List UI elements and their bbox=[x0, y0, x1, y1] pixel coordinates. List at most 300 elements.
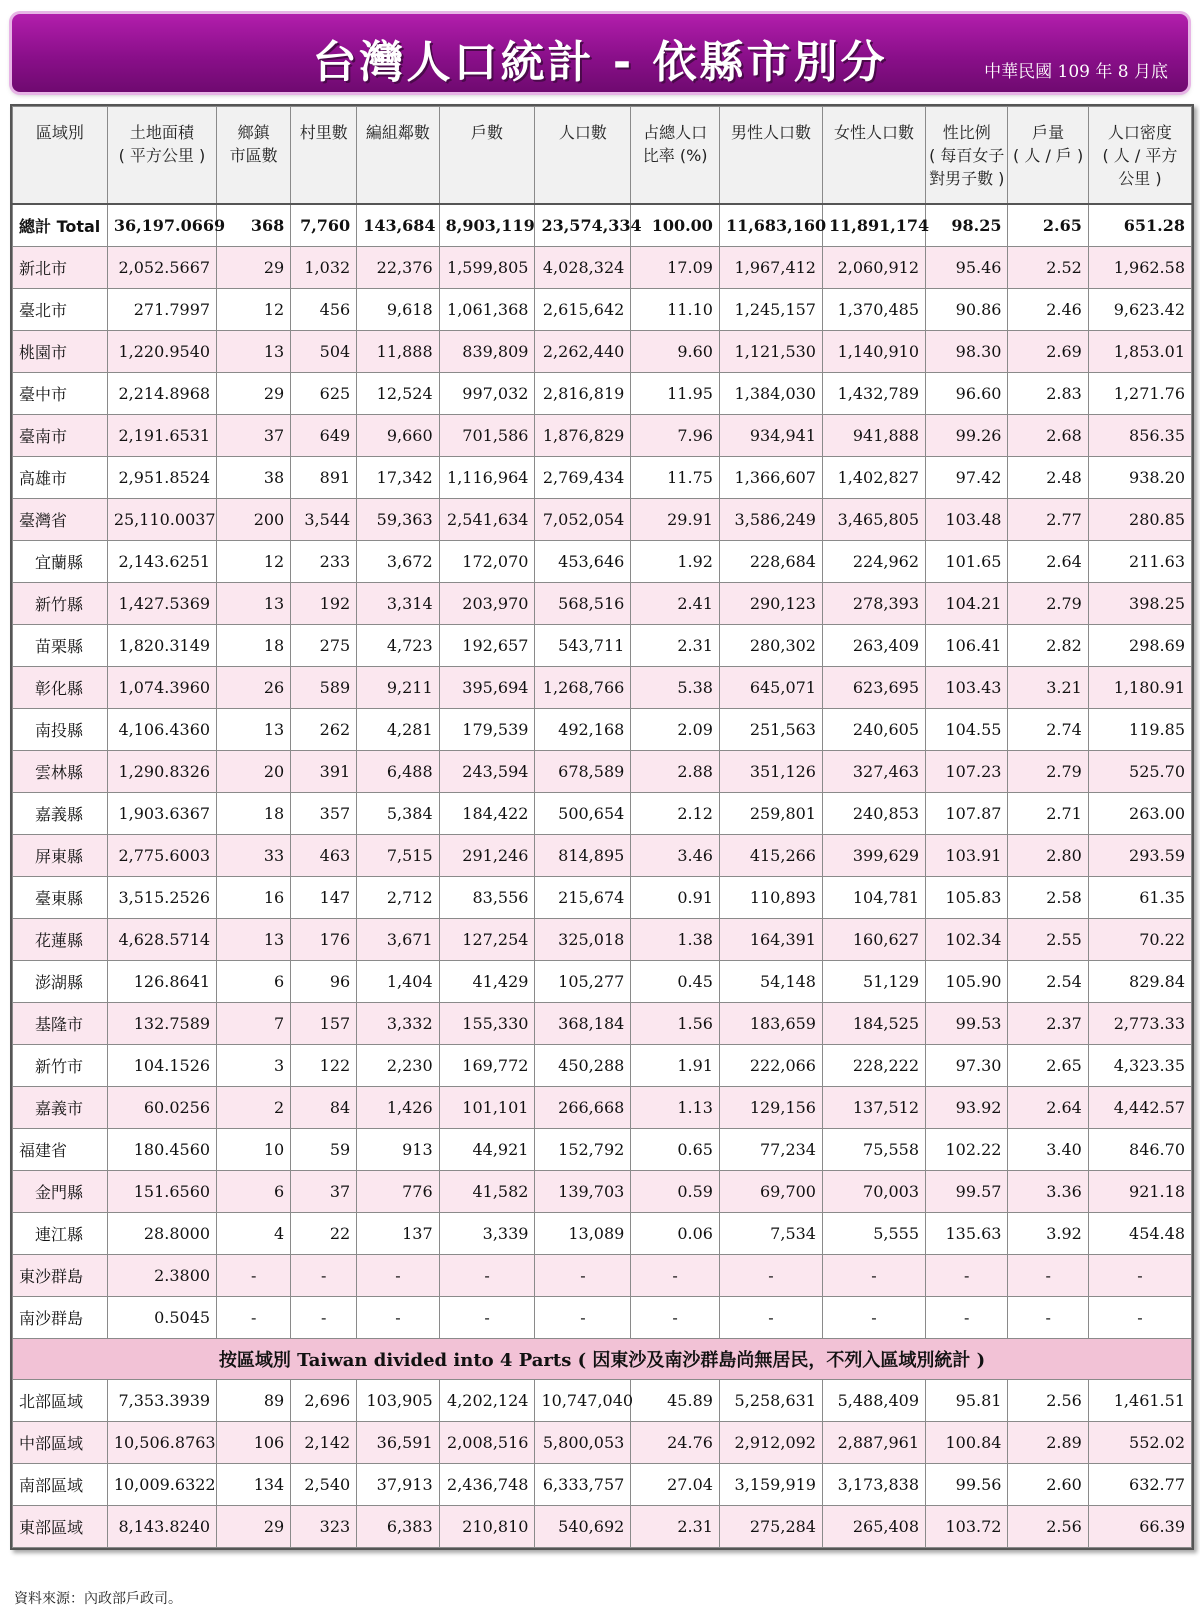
table-cell: 6,383 bbox=[357, 1506, 439, 1548]
table-cell: 2.56 bbox=[1008, 1506, 1088, 1548]
table-cell: 651.28 bbox=[1088, 204, 1191, 247]
table-cell: 18 bbox=[217, 625, 291, 667]
table-cell: - bbox=[719, 1255, 822, 1297]
table-cell: 103.91 bbox=[926, 835, 1008, 877]
table-cell: 215,674 bbox=[535, 877, 631, 919]
table-cell: 3 bbox=[217, 1045, 291, 1087]
table-cell: 37 bbox=[217, 415, 291, 457]
table-cell: 2,816,819 bbox=[535, 373, 631, 415]
table-cell: 265,408 bbox=[822, 1506, 925, 1548]
table-cell: 280,302 bbox=[719, 625, 822, 667]
table-cell: 568,516 bbox=[535, 583, 631, 625]
table-cell: 525.70 bbox=[1088, 751, 1191, 793]
table-cell: 105,277 bbox=[535, 961, 631, 1003]
table-cell: 180.4560 bbox=[107, 1129, 216, 1171]
table-cell: - bbox=[291, 1297, 357, 1339]
table-cell: 155,330 bbox=[439, 1003, 535, 1045]
table-cell: 1,116,964 bbox=[439, 457, 535, 499]
table-cell: 11.95 bbox=[631, 373, 720, 415]
table-row bbox=[13, 1464, 1192, 1506]
table-cell: 3,544 bbox=[291, 499, 357, 541]
table-cell: 6,333,757 bbox=[535, 1464, 631, 1506]
table-cell: 2.37 bbox=[1008, 1003, 1088, 1045]
table-cell: 139,703 bbox=[535, 1171, 631, 1213]
table-cell: - bbox=[926, 1255, 1008, 1297]
table-cell: 70.22 bbox=[1088, 919, 1191, 961]
table-cell: 1,268,766 bbox=[535, 667, 631, 709]
table-cell: 1,140,910 bbox=[822, 331, 925, 373]
table-cell: 2.65 bbox=[1008, 204, 1088, 247]
region-name-cell: 北部區域 bbox=[13, 1380, 108, 1422]
column-header: 戶數 bbox=[439, 107, 535, 205]
source-note: 資料來源：內政部戶政司。 bbox=[14, 1591, 182, 1607]
table-cell: 275,284 bbox=[719, 1506, 822, 1548]
table-row bbox=[13, 1506, 1192, 1548]
table-row bbox=[13, 1213, 1192, 1255]
table-cell: 29.91 bbox=[631, 499, 720, 541]
table-cell: 29 bbox=[217, 247, 291, 289]
table-cell: 678,589 bbox=[535, 751, 631, 793]
table-cell: 1,370,485 bbox=[822, 289, 925, 331]
table-cell: 2.79 bbox=[1008, 583, 1088, 625]
table-cell: 453,646 bbox=[535, 541, 631, 583]
table-cell: 9,623.42 bbox=[1088, 289, 1191, 331]
table-cell: 12 bbox=[217, 289, 291, 331]
table-cell: 846.70 bbox=[1088, 1129, 1191, 1171]
table-cell: 157 bbox=[291, 1003, 357, 1045]
table-cell: 100.84 bbox=[926, 1422, 1008, 1464]
table-cell: 8,903,119 bbox=[439, 204, 535, 247]
table-cell: 327,463 bbox=[822, 751, 925, 793]
table-row bbox=[13, 793, 1192, 835]
table-cell: 280.85 bbox=[1088, 499, 1191, 541]
table-cell: 10,747,040 bbox=[535, 1380, 631, 1422]
table-cell: 3,159,919 bbox=[719, 1464, 822, 1506]
table-cell: 2.46 bbox=[1008, 289, 1088, 331]
table-cell: 129,156 bbox=[719, 1087, 822, 1129]
table-cell: 7,052,054 bbox=[535, 499, 631, 541]
table-cell: 17,342 bbox=[357, 457, 439, 499]
table-cell: 0.45 bbox=[631, 961, 720, 1003]
table-cell: 210,810 bbox=[439, 1506, 535, 1548]
table-cell: 2,912,092 bbox=[719, 1422, 822, 1464]
table-cell: 4,281 bbox=[357, 709, 439, 751]
table-cell: 45.89 bbox=[631, 1380, 720, 1422]
table-cell: 106.41 bbox=[926, 625, 1008, 667]
table-cell: 1,427.5369 bbox=[107, 583, 216, 625]
table-cell: 1.38 bbox=[631, 919, 720, 961]
region-name-cell: 新北市 bbox=[13, 247, 108, 289]
table-cell: 70,003 bbox=[822, 1171, 925, 1213]
table-cell: 5,258,631 bbox=[719, 1380, 822, 1422]
table-cell: 61.35 bbox=[1088, 877, 1191, 919]
table-cell: 291,246 bbox=[439, 835, 535, 877]
table-cell: 126.8641 bbox=[107, 961, 216, 1003]
table-cell: 2.64 bbox=[1008, 541, 1088, 583]
table-cell: 135.63 bbox=[926, 1213, 1008, 1255]
column-header: 人口密度 ( 人 / 平方 公里 ) bbox=[1088, 107, 1191, 205]
table-cell: 200 bbox=[217, 499, 291, 541]
table-cell: 3,672 bbox=[357, 541, 439, 583]
table-cell: 5.38 bbox=[631, 667, 720, 709]
table-cell: 3.46 bbox=[631, 835, 720, 877]
table-cell: 3,515.2526 bbox=[107, 877, 216, 919]
table-cell: 4,723 bbox=[357, 625, 439, 667]
table-row bbox=[13, 415, 1192, 457]
table-cell: 1,426 bbox=[357, 1087, 439, 1129]
table-cell: 11,891,174 bbox=[822, 204, 925, 247]
table-cell: 110,893 bbox=[719, 877, 822, 919]
table-cell: 9,618 bbox=[357, 289, 439, 331]
table-cell: 222,066 bbox=[719, 1045, 822, 1087]
table-cell: 179,539 bbox=[439, 709, 535, 751]
table-cell: 1.56 bbox=[631, 1003, 720, 1045]
table-cell: 23,574,334 bbox=[535, 204, 631, 247]
table-cell: 938.20 bbox=[1088, 457, 1191, 499]
table-cell: 3,332 bbox=[357, 1003, 439, 1045]
table-cell: 147 bbox=[291, 877, 357, 919]
table-cell: 1,962.58 bbox=[1088, 247, 1191, 289]
table-cell: 22 bbox=[291, 1213, 357, 1255]
table-cell: 997,032 bbox=[439, 373, 535, 415]
table-row bbox=[13, 1171, 1192, 1213]
table-cell: 262 bbox=[291, 709, 357, 751]
table-cell: 95.46 bbox=[926, 247, 1008, 289]
table-cell: 2,775.6003 bbox=[107, 835, 216, 877]
table-cell: 18 bbox=[217, 793, 291, 835]
table-cell: 2.12 bbox=[631, 793, 720, 835]
table-cell: 169,772 bbox=[439, 1045, 535, 1087]
table-cell: 233 bbox=[291, 541, 357, 583]
table-cell: 1,290.8326 bbox=[107, 751, 216, 793]
table-row bbox=[13, 457, 1192, 499]
region-name-cell: 苗栗縣 bbox=[13, 625, 108, 667]
table-cell: 6 bbox=[217, 1171, 291, 1213]
table-cell: 41,429 bbox=[439, 961, 535, 1003]
table-cell: 3,671 bbox=[357, 919, 439, 961]
table-cell: 98.25 bbox=[926, 204, 1008, 247]
table-cell: 266,668 bbox=[535, 1087, 631, 1129]
table-cell: 368 bbox=[217, 204, 291, 247]
table-cell: 2.09 bbox=[631, 709, 720, 751]
table-cell: 1,876,829 bbox=[535, 415, 631, 457]
table-cell: 69,700 bbox=[719, 1171, 822, 1213]
table-cell: 2,052.5667 bbox=[107, 247, 216, 289]
table-row bbox=[13, 289, 1192, 331]
region-name-cell: 臺灣省 bbox=[13, 499, 108, 541]
table-cell: 1,384,030 bbox=[719, 373, 822, 415]
table-cell: 293.59 bbox=[1088, 835, 1191, 877]
table-row bbox=[13, 373, 1192, 415]
table-cell: 2.88 bbox=[631, 751, 720, 793]
table-cell: 552.02 bbox=[1088, 1422, 1191, 1464]
table-cell: 2.56 bbox=[1008, 1380, 1088, 1422]
table-cell: 1,180.91 bbox=[1088, 667, 1191, 709]
table-row bbox=[13, 709, 1192, 751]
table-cell: 856.35 bbox=[1088, 415, 1191, 457]
table-row bbox=[13, 961, 1192, 1003]
table-cell: 2,262,440 bbox=[535, 331, 631, 373]
table-cell: 2.52 bbox=[1008, 247, 1088, 289]
region-name-cell: 金門縣 bbox=[13, 1171, 108, 1213]
table-cell: 3.92 bbox=[1008, 1213, 1088, 1255]
table-cell: 89 bbox=[217, 1380, 291, 1422]
table-cell: 11,683,160 bbox=[719, 204, 822, 247]
table-row bbox=[13, 877, 1192, 919]
table-cell: 2.65 bbox=[1008, 1045, 1088, 1087]
table-cell: 2.55 bbox=[1008, 919, 1088, 961]
table-cell: 107.23 bbox=[926, 751, 1008, 793]
table-cell: 2,436,748 bbox=[439, 1464, 535, 1506]
table-cell: 59,363 bbox=[357, 499, 439, 541]
table-cell: 240,605 bbox=[822, 709, 925, 751]
table-cell: 1,820.3149 bbox=[107, 625, 216, 667]
table-cell: 2,541,634 bbox=[439, 499, 535, 541]
column-header: 人口數 bbox=[535, 107, 631, 205]
table-cell: 259,801 bbox=[719, 793, 822, 835]
table-cell: 13 bbox=[217, 709, 291, 751]
table-cell: 59 bbox=[291, 1129, 357, 1171]
table-cell: 1.91 bbox=[631, 1045, 720, 1087]
table-cell: 4 bbox=[217, 1213, 291, 1255]
region-name-cell: 總計 Total bbox=[13, 204, 108, 247]
table-cell: 38 bbox=[217, 457, 291, 499]
table-cell: 54,148 bbox=[719, 961, 822, 1003]
table-row bbox=[13, 667, 1192, 709]
table-cell: 152,792 bbox=[535, 1129, 631, 1171]
table-cell: 27.04 bbox=[631, 1464, 720, 1506]
table-row bbox=[13, 751, 1192, 793]
table-cell: 921.18 bbox=[1088, 1171, 1191, 1213]
table-cell: 2.64 bbox=[1008, 1087, 1088, 1129]
table-cell: 1,121,530 bbox=[719, 331, 822, 373]
table-cell: 1,061,368 bbox=[439, 289, 535, 331]
table-cell: 298.69 bbox=[1088, 625, 1191, 667]
table-cell: 251,563 bbox=[719, 709, 822, 751]
table-cell: 13 bbox=[217, 919, 291, 961]
table-cell: 5,488,409 bbox=[822, 1380, 925, 1422]
table-cell: 0.65 bbox=[631, 1129, 720, 1171]
table-cell: 632.77 bbox=[1088, 1464, 1191, 1506]
table-cell: 2.71 bbox=[1008, 793, 1088, 835]
table-cell: 1.13 bbox=[631, 1087, 720, 1129]
table-cell: 4,202,124 bbox=[439, 1380, 535, 1422]
section-header-row bbox=[13, 1339, 1192, 1380]
table-cell: 351,126 bbox=[719, 751, 822, 793]
table-cell: 2.54 bbox=[1008, 961, 1088, 1003]
table-cell: 192 bbox=[291, 583, 357, 625]
table-cell: 891 bbox=[291, 457, 357, 499]
column-header: 性比例 ( 每百女子 對男子數 ) bbox=[926, 107, 1008, 205]
table-cell: 2.31 bbox=[631, 1506, 720, 1548]
table-cell: 143,684 bbox=[357, 204, 439, 247]
table-cell: 325,018 bbox=[535, 919, 631, 961]
table-cell: 2,142 bbox=[291, 1422, 357, 1464]
region-name-cell: 高雄市 bbox=[13, 457, 108, 499]
table-cell: 7,353.3939 bbox=[107, 1380, 216, 1422]
table-cell: 500,654 bbox=[535, 793, 631, 835]
table-cell: 2,060,912 bbox=[822, 247, 925, 289]
column-header: 占總人口 比率 (%) bbox=[631, 107, 720, 205]
table-cell: 107.87 bbox=[926, 793, 1008, 835]
table-cell: 2.58 bbox=[1008, 877, 1088, 919]
table-cell: 51,129 bbox=[822, 961, 925, 1003]
table-cell: 137 bbox=[357, 1213, 439, 1255]
table-cell: 3,465,805 bbox=[822, 499, 925, 541]
table-cell: 2.80 bbox=[1008, 835, 1088, 877]
table-cell: 84 bbox=[291, 1087, 357, 1129]
table-cell: 1,366,607 bbox=[719, 457, 822, 499]
table-cell: 103,905 bbox=[357, 1380, 439, 1422]
table-cell: 83,556 bbox=[439, 877, 535, 919]
table-cell: 9.60 bbox=[631, 331, 720, 373]
table-cell: 2,696 bbox=[291, 1380, 357, 1422]
table-cell: 33 bbox=[217, 835, 291, 877]
table-cell: 1,032 bbox=[291, 247, 357, 289]
table-cell: 0.59 bbox=[631, 1171, 720, 1213]
table-cell: 184,422 bbox=[439, 793, 535, 835]
table-cell: 645,071 bbox=[719, 667, 822, 709]
table-cell: 2.83 bbox=[1008, 373, 1088, 415]
table-cell: 1,074.3960 bbox=[107, 667, 216, 709]
table-row bbox=[13, 625, 1192, 667]
table-cell: 391 bbox=[291, 751, 357, 793]
region-name-cell: 福建省 bbox=[13, 1129, 108, 1171]
table-cell: 3.36 bbox=[1008, 1171, 1088, 1213]
table-cell: 103.43 bbox=[926, 667, 1008, 709]
table-cell: 2,143.6251 bbox=[107, 541, 216, 583]
table-cell: 7.96 bbox=[631, 415, 720, 457]
table-cell: - bbox=[357, 1297, 439, 1339]
table-cell: 22,376 bbox=[357, 247, 439, 289]
table-cell: 263.00 bbox=[1088, 793, 1191, 835]
table-cell: 104.21 bbox=[926, 583, 1008, 625]
region-name-cell: 東部區域 bbox=[13, 1506, 108, 1548]
column-header: 土地面積 ( 平方公里 ) bbox=[107, 107, 216, 205]
table-cell: 99.57 bbox=[926, 1171, 1008, 1213]
table-cell: 504 bbox=[291, 331, 357, 373]
column-header: 編組鄰數 bbox=[357, 107, 439, 205]
table-cell: 5,384 bbox=[357, 793, 439, 835]
table-cell: 2,008,516 bbox=[439, 1422, 535, 1464]
population-table bbox=[12, 106, 1192, 1548]
table-cell: 2,615,642 bbox=[535, 289, 631, 331]
table-cell: 184,525 bbox=[822, 1003, 925, 1045]
table-cell: 164,391 bbox=[719, 919, 822, 961]
table-cell: 398.25 bbox=[1088, 583, 1191, 625]
table-cell: 10,009.6322 bbox=[107, 1464, 216, 1506]
table-cell: 1,220.9540 bbox=[107, 331, 216, 373]
table-cell: 41,582 bbox=[439, 1171, 535, 1213]
table-cell: 28.8000 bbox=[107, 1213, 216, 1255]
column-header: 女性人口數 bbox=[822, 107, 925, 205]
region-name-cell: 東沙群島 bbox=[13, 1255, 108, 1297]
table-cell: - bbox=[535, 1297, 631, 1339]
region-name-cell: 南投縣 bbox=[13, 709, 108, 751]
region-name-cell: 澎湖縣 bbox=[13, 961, 108, 1003]
column-header: 區域別 bbox=[13, 107, 108, 205]
table-cell: 122 bbox=[291, 1045, 357, 1087]
table-cell: 13,089 bbox=[535, 1213, 631, 1255]
table-cell: - bbox=[357, 1255, 439, 1297]
table-cell: 2,769,434 bbox=[535, 457, 631, 499]
table-cell: 2,230 bbox=[357, 1045, 439, 1087]
table-cell: 450,288 bbox=[535, 1045, 631, 1087]
table-cell: 2.79 bbox=[1008, 751, 1088, 793]
table-cell: 454.48 bbox=[1088, 1213, 1191, 1255]
region-name-cell: 新竹市 bbox=[13, 1045, 108, 1087]
table-cell: 2,214.8968 bbox=[107, 373, 216, 415]
table-cell: - bbox=[1008, 1297, 1088, 1339]
table-cell: 96.60 bbox=[926, 373, 1008, 415]
statistics-table-container bbox=[10, 104, 1194, 1550]
table-cell: 623,695 bbox=[822, 667, 925, 709]
table-row bbox=[13, 1255, 1192, 1297]
table-cell: 11,888 bbox=[357, 331, 439, 373]
region-name-cell: 桃園市 bbox=[13, 331, 108, 373]
table-cell: 2,712 bbox=[357, 877, 439, 919]
table-cell: 9,660 bbox=[357, 415, 439, 457]
region-name-cell: 宜蘭縣 bbox=[13, 541, 108, 583]
table-cell: 368,184 bbox=[535, 1003, 631, 1045]
table-cell: 776 bbox=[357, 1171, 439, 1213]
table-cell: - bbox=[439, 1297, 535, 1339]
region-name-cell: 嘉義縣 bbox=[13, 793, 108, 835]
table-row bbox=[13, 1380, 1192, 1422]
table-cell: 399,629 bbox=[822, 835, 925, 877]
table-cell: 290,123 bbox=[719, 583, 822, 625]
table-cell: 2.68 bbox=[1008, 415, 1088, 457]
table-cell: 2.3800 bbox=[107, 1255, 216, 1297]
table-cell: 203,970 bbox=[439, 583, 535, 625]
table-cell: 134 bbox=[217, 1464, 291, 1506]
table-cell: 4,106.4360 bbox=[107, 709, 216, 751]
table-cell: 6 bbox=[217, 961, 291, 1003]
table-cell: 2.31 bbox=[631, 625, 720, 667]
table-cell: 90.86 bbox=[926, 289, 1008, 331]
table-cell: 127,254 bbox=[439, 919, 535, 961]
region-name-cell: 臺中市 bbox=[13, 373, 108, 415]
table-cell: 228,684 bbox=[719, 541, 822, 583]
table-cell: 77,234 bbox=[719, 1129, 822, 1171]
table-cell: 66.39 bbox=[1088, 1506, 1191, 1548]
table-cell: - bbox=[217, 1297, 291, 1339]
region-name-cell: 南沙群島 bbox=[13, 1297, 108, 1339]
region-name-cell: 臺東縣 bbox=[13, 877, 108, 919]
table-cell: 1,599,805 bbox=[439, 247, 535, 289]
table-cell: 934,941 bbox=[719, 415, 822, 457]
section-label: 按區域別 Taiwan divided into 4 Parts ( 因東沙及南沙群島尚無居民，不列入區域別統計 ) bbox=[13, 1339, 1192, 1380]
table-cell: 104.55 bbox=[926, 709, 1008, 751]
table-cell: 105.83 bbox=[926, 877, 1008, 919]
table-cell: 2.60 bbox=[1008, 1464, 1088, 1506]
table-cell: 7 bbox=[217, 1003, 291, 1045]
table-cell: 99.56 bbox=[926, 1464, 1008, 1506]
table-row bbox=[13, 1297, 1192, 1339]
table-cell: 3,173,838 bbox=[822, 1464, 925, 1506]
table-cell: 9,211 bbox=[357, 667, 439, 709]
table-cell: 463 bbox=[291, 835, 357, 877]
table-cell: 701,586 bbox=[439, 415, 535, 457]
table-row bbox=[13, 1129, 1192, 1171]
table-cell: 2 bbox=[217, 1087, 291, 1129]
table-cell: 10 bbox=[217, 1129, 291, 1171]
table-cell: 26 bbox=[217, 667, 291, 709]
table-cell: 102.34 bbox=[926, 919, 1008, 961]
table-cell: 228,222 bbox=[822, 1045, 925, 1087]
table-cell: 6,488 bbox=[357, 751, 439, 793]
table-cell: - bbox=[822, 1255, 925, 1297]
